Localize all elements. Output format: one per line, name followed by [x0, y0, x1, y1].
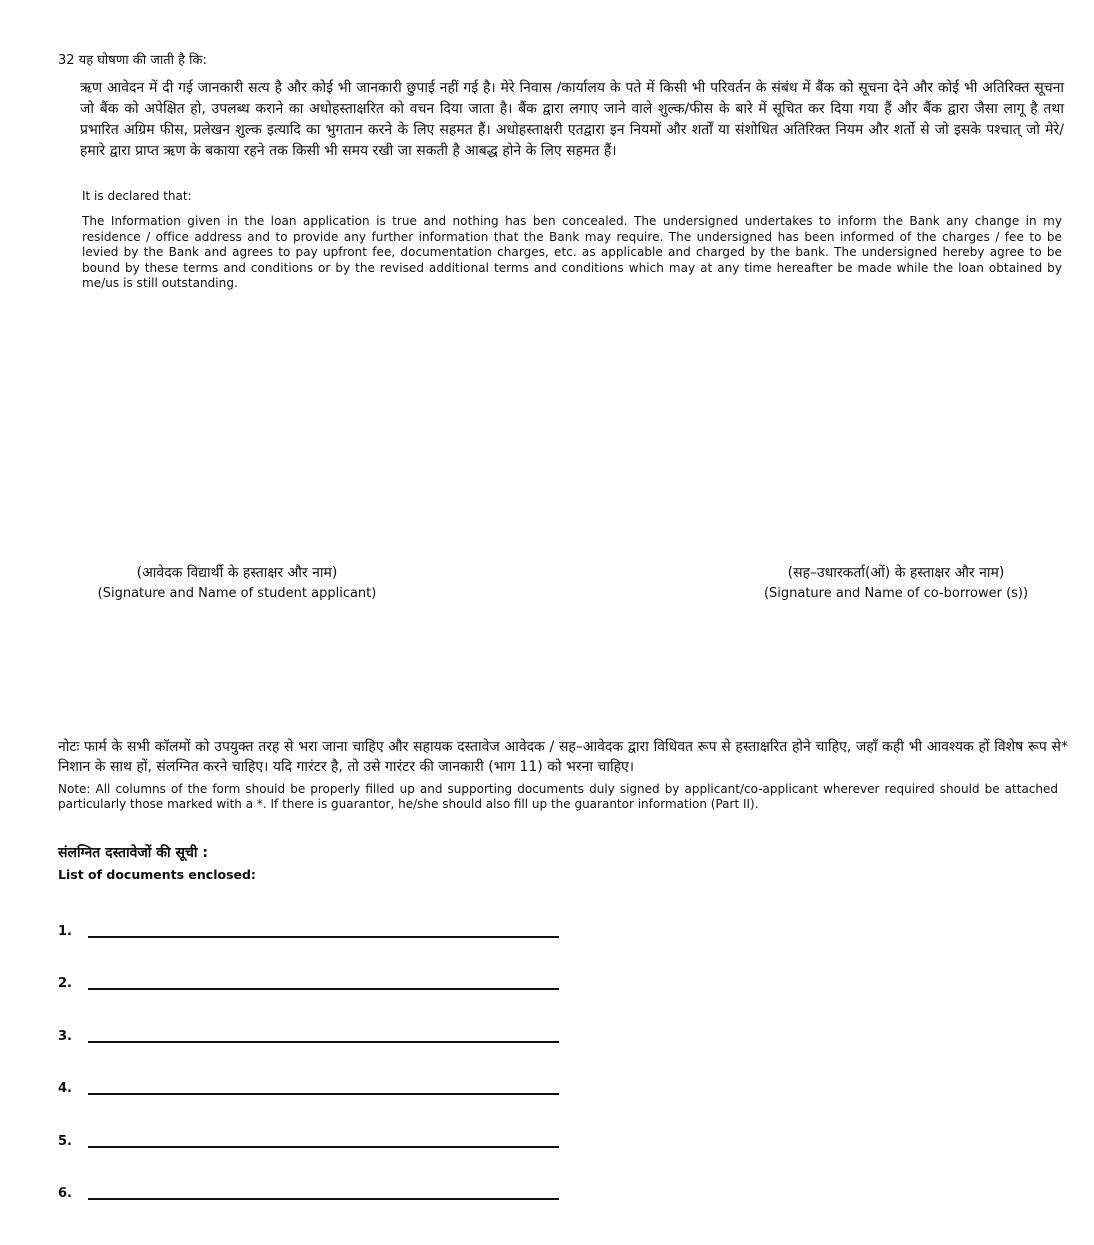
note-english: Note: All columns of the form should be properly filled up and supporting documents duly signed by applicant/co-applicant wherever required should be attached particularly those marked with a *. If there is guarantor, he/she should also fill up the guarantor information (Part II).: [58, 782, 1058, 811]
note-hindi: नोटः फार्म के सभी कॉलमों को उपयुक्त तरह से भरा जाना चाहिए और सहायक दस्तावेज आवेदक / सह–आवेदक द्वारा विधिवत रूप से हस्ताक्षरित होने चाहिए, जहाँ कही भी आवश्यक हों विशेष रूप से* निशान के साथ हों, संलग्नित करने चाहिए। यदि गारंटर है, तो उसे गारंटर की जानकारी (भाग 11) को भरना चाहिए।: [58, 739, 1068, 775]
documents-list: [58, 918, 578, 1232]
document-fill-line[interactable]: [88, 1041, 559, 1043]
declaration-hindi-text: ऋण आवेदन में दी गई जानकारी सत्य है और कोई भी जानकारी छुपाई नहीं गई है। मेरे निवास /कार्यालय के पते में किसी भी परिवर्तन के संबंध में बैंक को सूचना देने और कोई भी अतिरिक्त सूचना जो बैंक को अपेक्षित हो, उपलब्ध कराने का अधोहस्ताक्षरित को वचन दिया जाता है। बैंक द्वारा लगाए जाने वाले शुल्क/फीस के बारे में सूचित कर दिया गया हैं और बैंक द्वारा जैसा लागू है तथा प्रभारित अग्रिम फीस, प्रलेखन शुल्क इत्यादि का भुगतान करने के लिए सहमत हैं। अधोहस्ताक्षरी एतद्वारा इन नियमों और शर्तों या संशोधित अतिरिक्त नियम और शर्तो से जो इसके पश्चात् जो मेरे/हमारे द्वारा प्राप्त ऋण के बकाया रहने तक किसी भी समय रखी जा सकती है आबद्ध होने के लिए सहमत हैं।: [80, 80, 1064, 159]
document-number: 6.: [58, 1185, 72, 1201]
coborrower-signature-label-english: (Signature and Name of co-borrower (s)): [763, 586, 1029, 601]
student-signature-block: [92, 563, 382, 603]
document-number: 4.: [58, 1081, 72, 1097]
student-signature-label-english: (Signature and Name of student applicant): [97, 586, 377, 601]
document-entry-6: [58, 1180, 578, 1232]
declaration-english-text: The Information given in the loan application is true and nothing has ben concealed. The undersigned undertakes to inform the Bank any change in my residence / office address and to provide any further information that the Bank may require. The undersigned has been informed of the charges / fee to be levied by the Bank and agrees to pay upfront fee, documentation charges, etc. as applicable and charged by the bank. The undersigned hereby agree to be bound by these terms and conditions or by the revised additional terms and conditions which may at any time hereafter be made while the loan obtained by me/us is still outstanding.: [82, 214, 1062, 290]
coborrower-signature-label-hindi: (सह–उधारकर्ता(ओं) के हस्ताक्षर और नाम): [787, 565, 1005, 581]
document-entry-5: [58, 1128, 578, 1180]
document-entry-3: [58, 1023, 578, 1075]
declaration-english-heading: It is declared that:: [82, 189, 192, 203]
coborrower-signature-block: [756, 563, 1036, 603]
document-entry-2: [58, 970, 578, 1022]
document-fill-line[interactable]: [88, 1093, 559, 1095]
declaration-hindi-heading: 32 यह घोषणा की जाती है कि:: [58, 53, 207, 68]
document-fill-line[interactable]: [88, 1146, 559, 1148]
document-number: 5.: [58, 1133, 72, 1149]
document-number: 3.: [58, 1028, 72, 1044]
document-entry-4: [58, 1075, 578, 1127]
document-number: 1.: [58, 924, 72, 939]
document-number: 2.: [58, 976, 72, 992]
document-entry-1: [58, 918, 578, 970]
document-fill-line[interactable]: [88, 936, 559, 938]
document-fill-line[interactable]: [88, 1198, 559, 1200]
documents-heading-english: List of documents enclosed:: [58, 867, 256, 882]
student-signature-label-hindi: (आवेदक विद्यार्थी के हस्ताक्षर और नाम): [136, 565, 338, 581]
documents-heading-hindi: संलग्नित दस्तावेजों की सूची :: [58, 845, 209, 861]
document-fill-line[interactable]: [88, 988, 559, 990]
